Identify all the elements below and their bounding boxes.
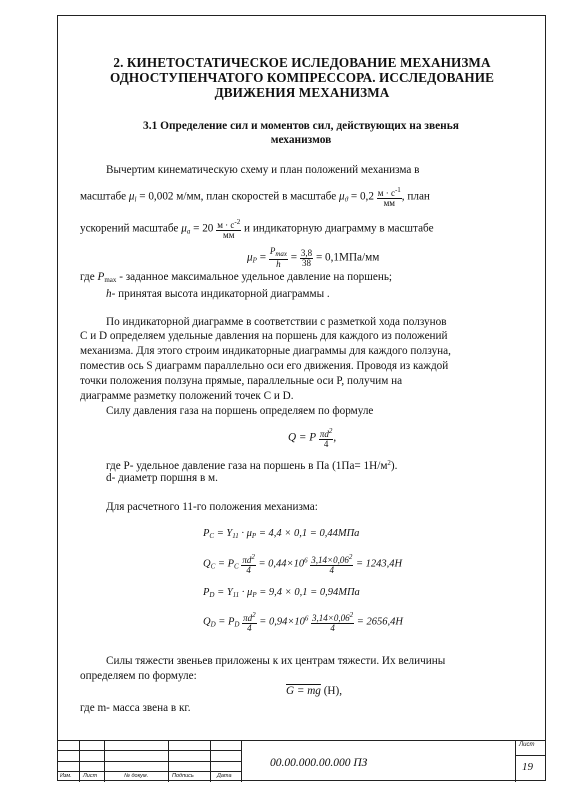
title-line-3: ДВИЖЕНИЯ МЕХАНИЗМА xyxy=(214,85,390,100)
mu-a-fraction xyxy=(216,218,241,240)
eq: = xyxy=(290,251,298,264)
num: P xyxy=(269,246,276,256)
den: мм xyxy=(383,198,395,208)
sub: C xyxy=(234,562,239,571)
result: = 0,1МПа/мм xyxy=(315,251,380,264)
sup: 6 xyxy=(304,614,309,623)
eq-pc xyxy=(203,528,359,540)
section-title xyxy=(62,55,542,100)
t: = 0,44×10 xyxy=(258,558,305,570)
stamp-col xyxy=(515,741,516,782)
text: где P- удельное давление газа на поршень в Па (1Па= 1Н/м xyxy=(106,460,388,472)
frac xyxy=(310,553,353,575)
sup: 2 xyxy=(348,553,353,561)
text: , план xyxy=(401,190,430,203)
document-number: 00.00.000.00.000 ПЗ xyxy=(270,757,368,769)
p: P xyxy=(203,528,210,539)
den: 4 xyxy=(329,565,335,575)
stamp-row xyxy=(57,761,241,762)
where-d: d- диаметр поршня в м. xyxy=(106,472,218,484)
g-eq: G = mg xyxy=(286,685,321,697)
sup: 2 xyxy=(252,611,256,619)
frac xyxy=(319,427,337,449)
g-formula xyxy=(286,684,342,698)
h-symbol: h xyxy=(106,288,112,300)
text: масштабе xyxy=(80,190,127,203)
mu-p-symbol: μ xyxy=(247,251,253,264)
para2-line6: диаграмме разметку положений точек C и D. xyxy=(80,390,294,402)
q: Q xyxy=(203,558,211,570)
den: мм xyxy=(223,230,235,240)
mu-l-sub: l xyxy=(134,195,137,204)
result: = 2656,4Н xyxy=(356,616,403,628)
para1-line3 xyxy=(80,218,434,240)
frac xyxy=(241,553,256,575)
para1-line1: Вычертим кинематическую схему и план положений механизма в xyxy=(106,164,420,176)
den: 4 xyxy=(323,439,329,449)
p: P xyxy=(203,587,210,598)
num: πd xyxy=(243,613,253,623)
stamp-label-list: Лист xyxy=(83,773,98,779)
sup: 2 xyxy=(387,459,391,467)
t: · μ xyxy=(241,587,253,598)
t: · μ xyxy=(241,528,252,539)
num: πd xyxy=(319,429,329,439)
den: 38 xyxy=(302,257,312,268)
text: и индикаторную диаграмму в масштабе xyxy=(244,222,434,235)
sup: 2 xyxy=(251,553,255,561)
stamp-row xyxy=(57,771,241,772)
num: м · с xyxy=(217,220,235,230)
den: 4 xyxy=(330,623,335,633)
result: = 9,4 × 0,1 = 0,94МПа xyxy=(259,587,360,598)
mu-a-sub: a xyxy=(186,227,191,236)
subtitle-line-1: 3.1 Определение сил и моментов сил, действующих на звенья xyxy=(143,120,459,132)
num: 3,14×0,06 xyxy=(311,555,349,565)
sheet-number: 19 xyxy=(522,761,533,773)
mu-a-value: = 20 xyxy=(193,222,214,235)
para2-line5: точки положения ползуна прямые, параллельные оси P, получим на xyxy=(80,375,403,387)
sheet-label: Лист xyxy=(519,742,535,748)
para2-line2: C и D определяем удельные давления на поршень для каждого из положений xyxy=(80,330,448,342)
eq-qd xyxy=(203,611,403,633)
position-intro: Для расчетного 11-го положения механизма: xyxy=(106,501,318,513)
sub: C xyxy=(209,532,215,540)
q-formula xyxy=(288,427,336,449)
para4-line3: где m- масса звена в кг. xyxy=(80,702,191,714)
num: 3,14×0,06 xyxy=(312,613,350,623)
den: 4 xyxy=(246,565,251,575)
para4-line2: определяем по формуле: xyxy=(80,670,197,682)
text: = 0,002 м/мм, план скоростей в масштабе xyxy=(139,190,337,203)
subtitle-line-2: механизмов xyxy=(270,134,332,146)
para2-line7: Силу давления газа на поршень определяем по формуле xyxy=(106,405,374,417)
t: = P xyxy=(217,558,235,570)
sup: 6 xyxy=(304,556,308,565)
frac xyxy=(242,611,257,633)
tail: , xyxy=(333,431,337,444)
lhs: Q = P xyxy=(288,431,317,444)
q: Q xyxy=(203,616,211,628)
stamp-label-doc: № докум. xyxy=(124,773,149,779)
result: = 1243,4Н xyxy=(355,558,403,570)
text: - принятая высота индикаторной диаграммы . xyxy=(111,288,330,300)
para2-line1: По индикаторной диаграмме в соответствии с разметкой хода ползунов xyxy=(106,316,447,328)
sub: P xyxy=(252,256,257,265)
sup: -1 xyxy=(394,186,401,194)
stamp-row xyxy=(57,750,241,751)
sub: P xyxy=(251,532,257,540)
stamp-label-sign: Подпись xyxy=(172,773,194,779)
num: πd xyxy=(242,555,252,565)
mu-v-fraction xyxy=(377,186,402,208)
eq: = xyxy=(259,251,267,264)
num: м · с xyxy=(377,188,395,198)
text: - заданное максимальное удельное давление на поршень; xyxy=(119,271,393,283)
t: = Y xyxy=(217,587,233,598)
stamp-label-izm: Изм. xyxy=(60,773,72,779)
sup: -2 xyxy=(234,218,241,226)
mu-a-symbol: μ xyxy=(181,222,187,235)
para1-line2 xyxy=(80,186,430,208)
sub: max xyxy=(104,276,117,284)
stamp-label-date: Дата xyxy=(217,773,232,779)
para2-line3: механизма. Для этого строим индикаторные диаграммы для каждого ползуна, xyxy=(80,345,451,357)
t: = 0,94×10 xyxy=(259,616,305,628)
sup: 2 xyxy=(349,611,354,619)
sub: D xyxy=(209,591,215,599)
sub: 11 xyxy=(232,591,240,599)
mu-v-symbol: μ xyxy=(339,190,345,203)
sub: 11 xyxy=(232,532,239,540)
t: = P xyxy=(218,616,235,628)
sub: D xyxy=(210,620,216,629)
num: 3,8 xyxy=(300,247,313,258)
eq-qc xyxy=(203,553,402,575)
mu-p-formula xyxy=(247,247,379,269)
den: h xyxy=(276,259,281,269)
title-line-2: ОДНОСТУПЕНЧАТОГО КОМПРЕССОРА. ИССЛЕДОВАНИЕ xyxy=(110,70,494,85)
mu-v-sub: ϑ xyxy=(344,195,349,204)
sup: 2 xyxy=(328,427,333,435)
title-line-1: 2. КИНЕТОСТАТИЧЕСКОЕ ИСЛЕДОВАНИЕ МЕХАНИЗМА xyxy=(113,55,491,70)
sub: C xyxy=(210,562,216,571)
text: где xyxy=(80,271,95,283)
frac xyxy=(300,249,313,268)
where-h xyxy=(106,287,330,301)
para4-line1: Силы тяжести звеньев приложены к их центрам тяжести. Их величины xyxy=(106,655,446,667)
p-symbol: P xyxy=(97,271,105,283)
stamp-row xyxy=(516,755,546,756)
subsection-title xyxy=(66,119,536,147)
frac xyxy=(311,611,354,633)
text: ). xyxy=(390,460,398,472)
sub: D xyxy=(234,620,240,629)
eq-pd xyxy=(203,587,360,599)
frac xyxy=(269,247,288,269)
sub: P xyxy=(252,591,257,599)
where-pmax xyxy=(80,270,392,287)
result: = 4,4 × 0,1 = 0,44МПа xyxy=(258,528,360,539)
mu-v-value: = 0,2 xyxy=(350,190,374,203)
unit: (Н), xyxy=(323,685,343,697)
mu-l-symbol: μ xyxy=(128,190,135,203)
t: = Y xyxy=(216,528,233,539)
para2-line4: поместив ось S диаграмм параллельно оси его движения. Проводя из каждой xyxy=(80,360,449,372)
text: ускорений масштабе xyxy=(80,222,179,235)
sub: max xyxy=(275,250,287,258)
den: 4 xyxy=(247,623,252,633)
